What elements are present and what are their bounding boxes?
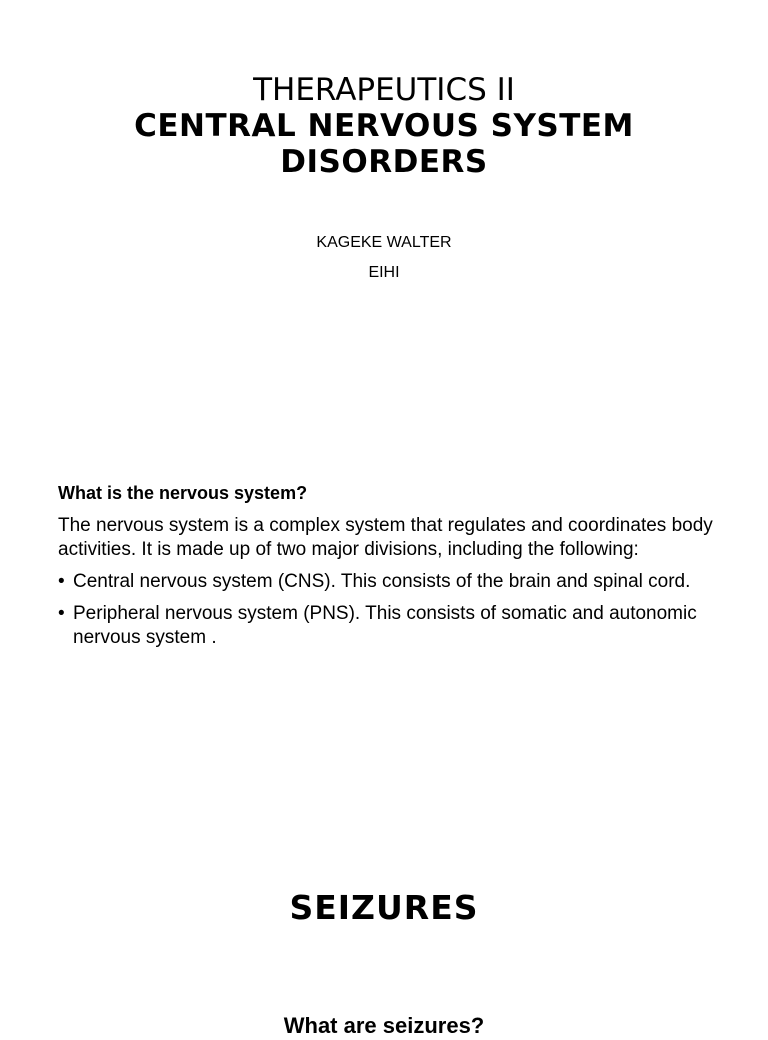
bullet-list [58, 570, 728, 650]
intro-slide [58, 481, 728, 658]
author-affiliation: EIHI [368, 264, 400, 281]
course-title: THERAPEUTICS II [253, 72, 515, 108]
bullet-item-cns: • Central nervous system (CNS). This consists of the brain and spinal cord. [58, 570, 728, 594]
section-title: SEIZURES [289, 888, 479, 927]
title-slide [0, 72, 768, 180]
author-block [0, 228, 768, 288]
author-name: KAGEKE WALTER [316, 234, 452, 251]
intro-paragraph: The nervous system is a complex system that regulates and coordinates body activities. It is made up of two major divisions, including the following: [58, 515, 713, 560]
bullet-item-pns: • Peripheral nervous system (PNS). This consists of somatic and autonomic nervous system . [58, 602, 728, 650]
intro-question: What is the nervous system? [58, 483, 308, 503]
deck-title-line-2: DISORDERS [280, 144, 488, 180]
deck-title-line-1: CENTRAL NERVOUS SYSTEM [134, 108, 634, 144]
next-slide-question: What are seizures? [283, 1013, 485, 1038]
